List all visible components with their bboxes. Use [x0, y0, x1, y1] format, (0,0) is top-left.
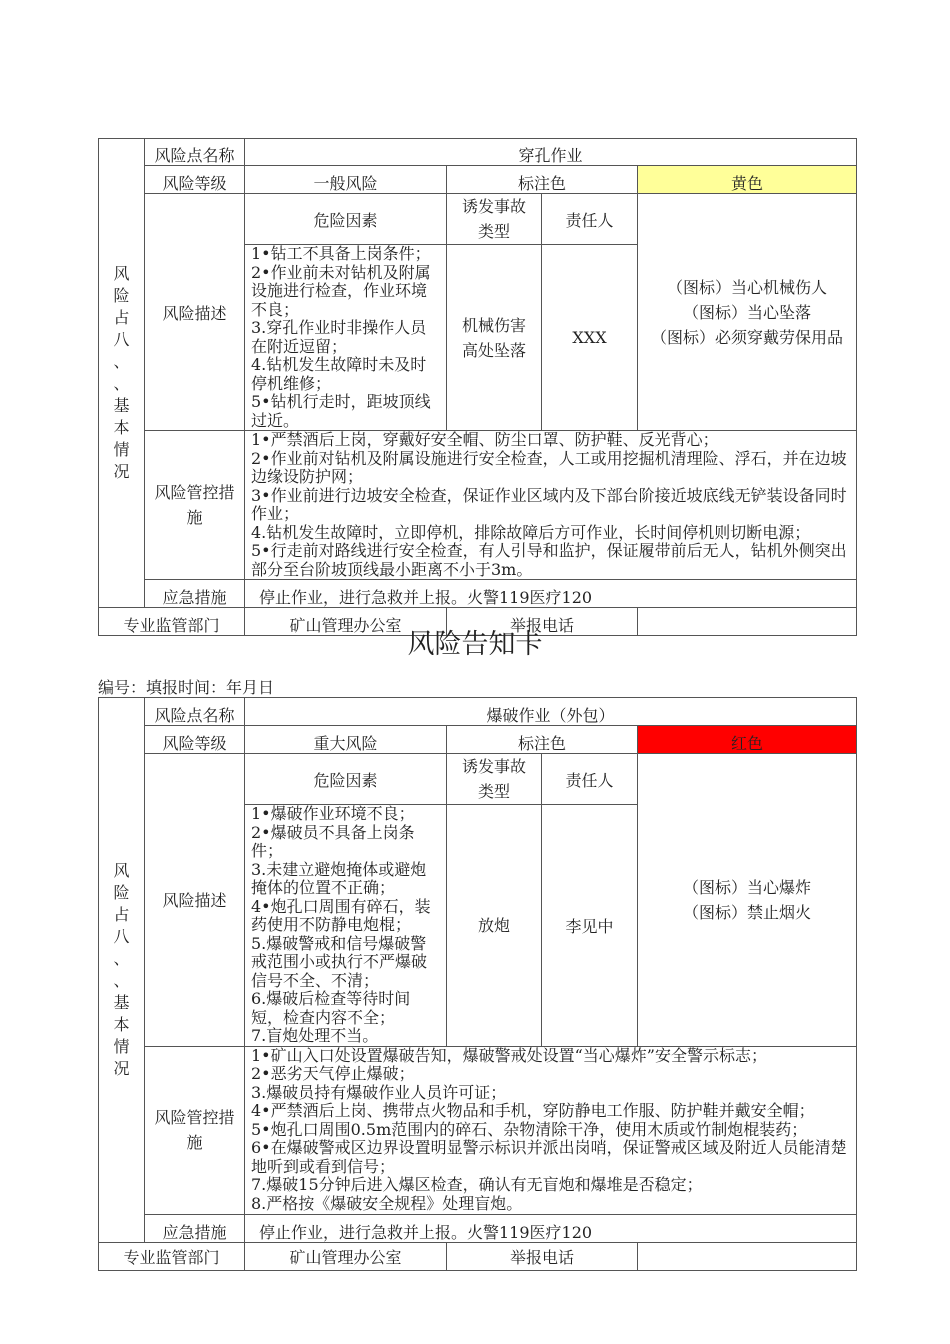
- signs-cell: [638, 194, 857, 431]
- signs-cell: [638, 754, 857, 1047]
- hazard-header: 危险因素: [245, 194, 447, 245]
- desc-label: 风险描述: [145, 754, 245, 1047]
- risk-level-label: 风险等级: [145, 726, 245, 754]
- risk-card-1: [98, 138, 857, 636]
- sign-item: （图标）当心机械伤人: [667, 277, 828, 297]
- accident-types: 机械伤害 高处坠落: [447, 245, 542, 431]
- risk-name-label: 风险点名称: [145, 698, 245, 726]
- serial-line: 编号：填报时间：年月日: [98, 678, 275, 697]
- color-value: 黄色: [638, 166, 857, 194]
- hazard-header: 危险因素: [245, 754, 447, 805]
- risk-name-label: 风险点名称: [145, 139, 245, 166]
- color-label: 标注色: [447, 166, 638, 194]
- emergency-value: 停止作业，进行急救并上报。火警119医疗120: [245, 1214, 857, 1242]
- emergency-label: 应急措施: [145, 1214, 245, 1242]
- color-label: 标注色: [447, 726, 638, 754]
- side-label: 风 险 占 八 、 、 基 本 情 况: [99, 698, 145, 1243]
- risk-level-value: 一般风险: [245, 166, 447, 194]
- phone-label: 举报电话: [447, 1242, 638, 1270]
- accident-header: 诱发事故类型: [447, 754, 542, 805]
- sign-item: （图标）禁止烟火: [683, 902, 812, 922]
- emergency-value: 停止作业，进行急救并上报。火警119医疗120: [245, 580, 857, 608]
- dept-value: 矿山管理办公室: [245, 608, 447, 636]
- accident-header: 诱发事故类型: [447, 194, 542, 245]
- dept-label: 专业监管部门: [99, 1242, 245, 1270]
- phone-label: 举报电话: [447, 608, 638, 636]
- sign-item: （图标）当心爆炸: [683, 877, 812, 897]
- side-label: 风 险 占 八 、 、 基 本 情 况: [99, 139, 145, 608]
- responsible-header: 责任人: [542, 194, 638, 245]
- control-list: 1•矿山入口处设置爆破告知，爆破警戒处设置“当心爆炸”安全警示标志； 2•恶劣天气停止爆破； 3.爆破员持有爆破作业人员许可证； 4•严禁酒后上岗、携带点火物品和手机，穿防静电工作服、防护鞋并戴安全帽； 5•炮孔口周围0.5m范围内的碎石、杂物清除干净，使用木质或竹制炮棍装药； 6•在爆破警戒区边界设置明显警示标识并派出岗哨，保证警戒区域及附近人员能清楚地听到或看到信号； 7.爆破15分钟后进入爆区检查，确认有无盲炮和爆堆是否稳定； 8.严格按《爆破安全规程》处理盲炮。: [245, 1046, 857, 1214]
- responsible-value: XXX: [542, 245, 638, 431]
- risk-name-value: 穿孔作业: [245, 139, 857, 166]
- hazard-list: 1•爆破作业环境不良； 2•爆破员不具备上岗条件； 3.未建立避炮掩体或避炮掩体的位置不正确； 4•炮孔口周围有碎石，装药使用不防静电炮棍； 5.爆破警戒和信号爆破警戒范围小或执行不严爆破信号不全、不清； 6.爆破后检查等待时间短，检查内容不全； 7.盲炮处理不当。: [245, 805, 447, 1047]
- color-value: 红色: [638, 726, 857, 754]
- page-title: 风险告知卡: [407, 629, 543, 660]
- sign-item: （图标）当心坠落: [683, 302, 812, 322]
- hazard-list: 1•钻工不具备上岗条件； 2•作业前未对钻机及附属设施进行检查，作业环境不良； 3.穿孔作业时非操作人员在附近逗留； 4.钻机发生故障时未及时停机维修； 5•钻机行走时，距坡顶线过近。: [245, 245, 447, 431]
- responsible-value: 李见中: [542, 805, 638, 1047]
- accident-types: 放炮: [447, 805, 542, 1047]
- responsible-header: 责任人: [542, 754, 638, 805]
- emergency-label: 应急措施: [145, 580, 245, 608]
- control-label: 风险管控措施: [145, 1046, 245, 1214]
- desc-label: 风险描述: [145, 194, 245, 431]
- control-label: 风险管控措施: [145, 431, 245, 580]
- risk-level-value: 重大风险: [245, 726, 447, 754]
- control-list: 1•严禁酒后上岗，穿戴好安全帽、防尘口罩、防护鞋、反光背心； 2•作业前对钻机及附属设施进行安全检查，人工或用挖掘机清理险、浮石，并在边坡边缘设防护网； 3•作业前进行边坡安全检查，保证作业区域内及下部台阶接近坡底线无铲装设备同时作业； 4.钻机发生故障时，立即停机，排除故障后方可作业，长时间停机则切断电源； 5•行走前对路线进行安全检查，有人引导和监护，保证履带前后无人，钻机外侧突出部分至台阶坡顶线最小距离不小于3m。: [245, 431, 857, 580]
- risk-level-label: 风险等级: [145, 166, 245, 194]
- phone-value: [638, 1242, 857, 1270]
- dept-label: 专业监管部门: [99, 608, 245, 636]
- risk-name-value: 爆破作业（外包）: [245, 698, 857, 726]
- risk-card-2: [98, 697, 857, 1271]
- dept-value: 矿山管理办公室: [245, 1242, 447, 1270]
- sign-item: （图标）必须穿戴劳保用品: [651, 327, 844, 347]
